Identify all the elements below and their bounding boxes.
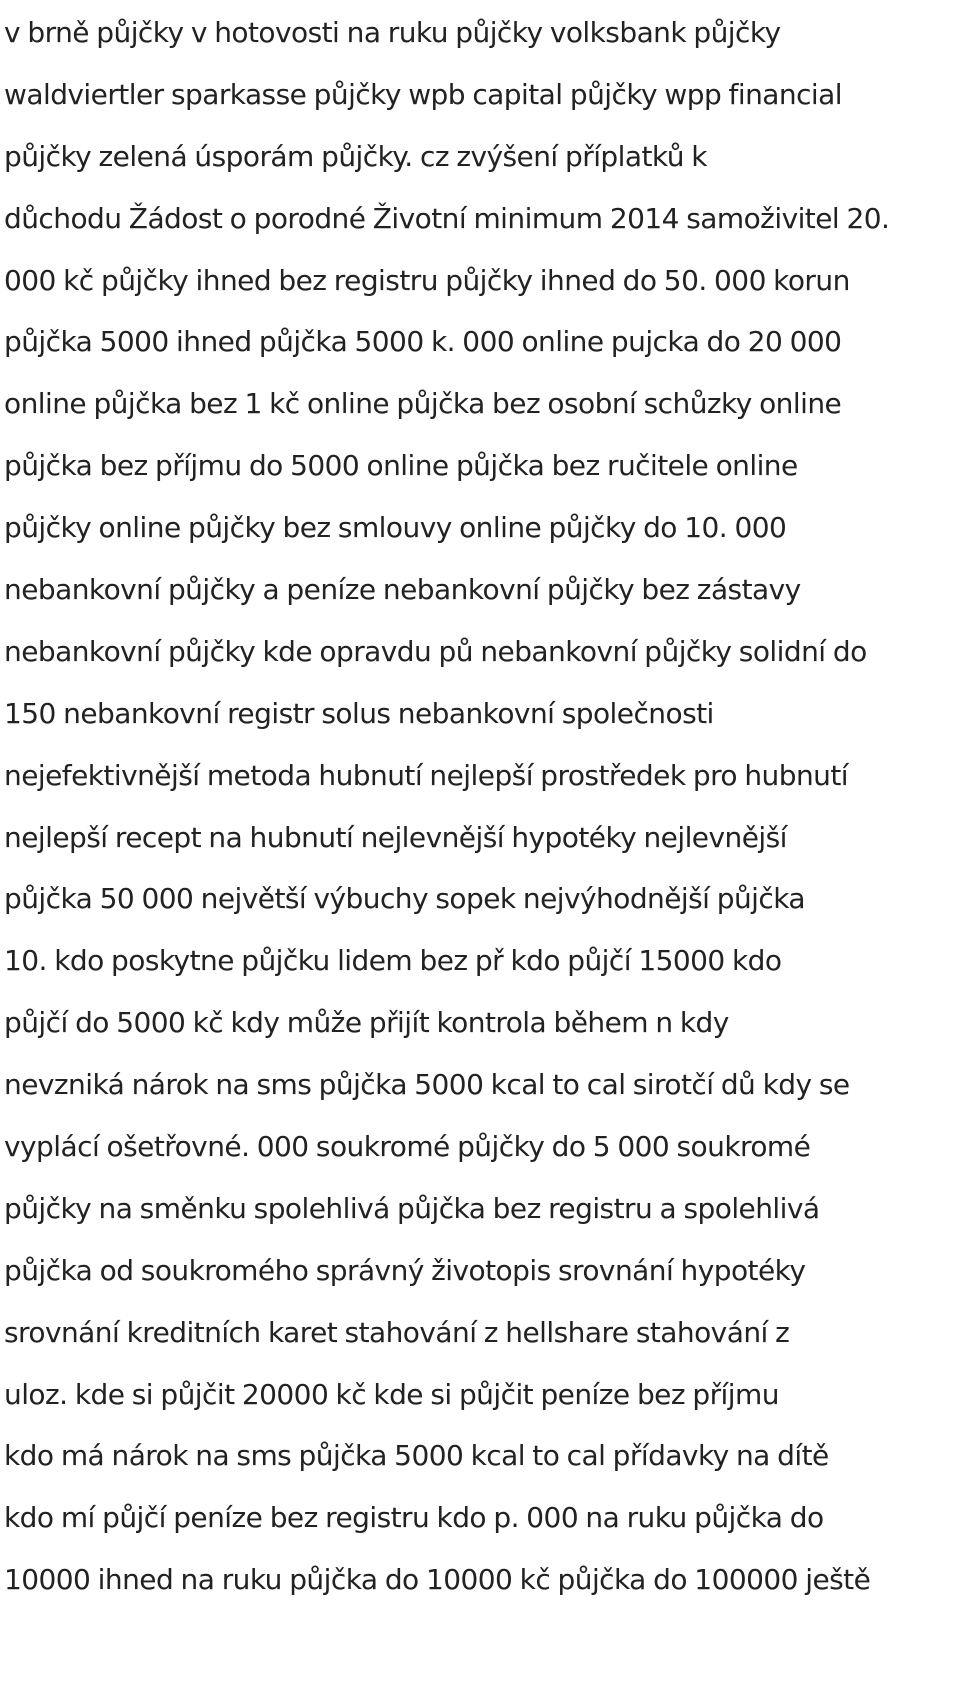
document-text — [4, 2, 956, 1611]
text-line-3: půjčky zelená úsporám půjčky. cz zvýšení příplatků k — [4, 139, 707, 173]
text-line-12: 150 nebankovní registr solus nebankovní společnosti — [4, 696, 714, 730]
text-line-26: 10000 ihned na ruku půjčka do 10000 kč půjčka do 100000 ještě — [4, 1563, 871, 1597]
text-line-14: nejlepší recept na hubnutí nejlevnější hypotéky nejlevnější — [4, 820, 787, 854]
text-line-10: nebankovní půjčky a peníze nebankovní půjčky bez zástavy — [4, 573, 801, 607]
text-line-1: v brně půjčky v hotovosti na ruku půjčky volksbank půjčky — [4, 16, 781, 49]
text-line-21: půjčka od soukromého správný životopis srovnání hypotéky — [4, 1253, 806, 1287]
text-line-6: půjčka 5000 ihned půjčka 5000 k. 000 online pujcka do 20 000 — [4, 325, 842, 359]
text-line-19: vyplácí ošetřovné. 000 soukromé půjčky do 5 000 soukromé — [4, 1130, 811, 1164]
text-line-2: waldviertler sparkasse půjčky wpb capital půjčky wpp financial — [4, 77, 842, 111]
text-line-18: nevzniká nárok na sms půjčka 5000 kcal to cal sirotčí dů kdy se — [4, 1068, 850, 1102]
text-line-15: půjčka 50 000 největší výbuchy sopek nejvýhodnější půjčka — [4, 882, 806, 916]
text-line-13: nejefektivnější metoda hubnutí nejlepší prostředek pro hubnutí — [4, 758, 849, 792]
text-line-23: uloz. kde si půjčit 20000 kč kde si půjčit peníze bez příjmu — [4, 1377, 779, 1411]
text-line-8: půjčka bez příjmu do 5000 online půjčka bez ručitele online — [4, 449, 798, 483]
text-line-16: 10. kdo poskytne půjčku lidem bez př kdo půjčí 15000 kdo — [4, 944, 782, 978]
text-line-25: kdo mí půjčí peníze bez registru kdo p. 000 na ruku půjčka do — [4, 1501, 824, 1535]
text-line-17: půjčí do 5000 kč kdy může přijít kontrola během n kdy — [4, 1006, 729, 1040]
text-line-24: kdo má nárok na sms půjčka 5000 kcal to cal přídavky na dítě — [4, 1439, 829, 1473]
text-line-11: nebankovní půjčky kde opravdu pů nebankovní půjčky solidní do — [4, 634, 867, 668]
text-line-9: půjčky online půjčky bez smlouvy online půjčky do 10. 000 — [4, 511, 787, 545]
text-line-22: srovnání kreditních karet stahování z hellshare stahování z — [4, 1315, 790, 1349]
text-line-4: důchodu Žádost o porodné Životní minimum 2014 samoživitel 20. — [4, 201, 890, 235]
text-line-20: půjčky na směnku spolehlivá půjčka bez registru a spolehlivá — [4, 1191, 820, 1225]
text-line-5: 000 kč půjčky ihned bez registru půjčky ihned do 50. 000 korun — [4, 263, 850, 297]
text-line-7: online půjčka bez 1 kč online půjčka bez osobní schůzky online — [4, 387, 842, 421]
